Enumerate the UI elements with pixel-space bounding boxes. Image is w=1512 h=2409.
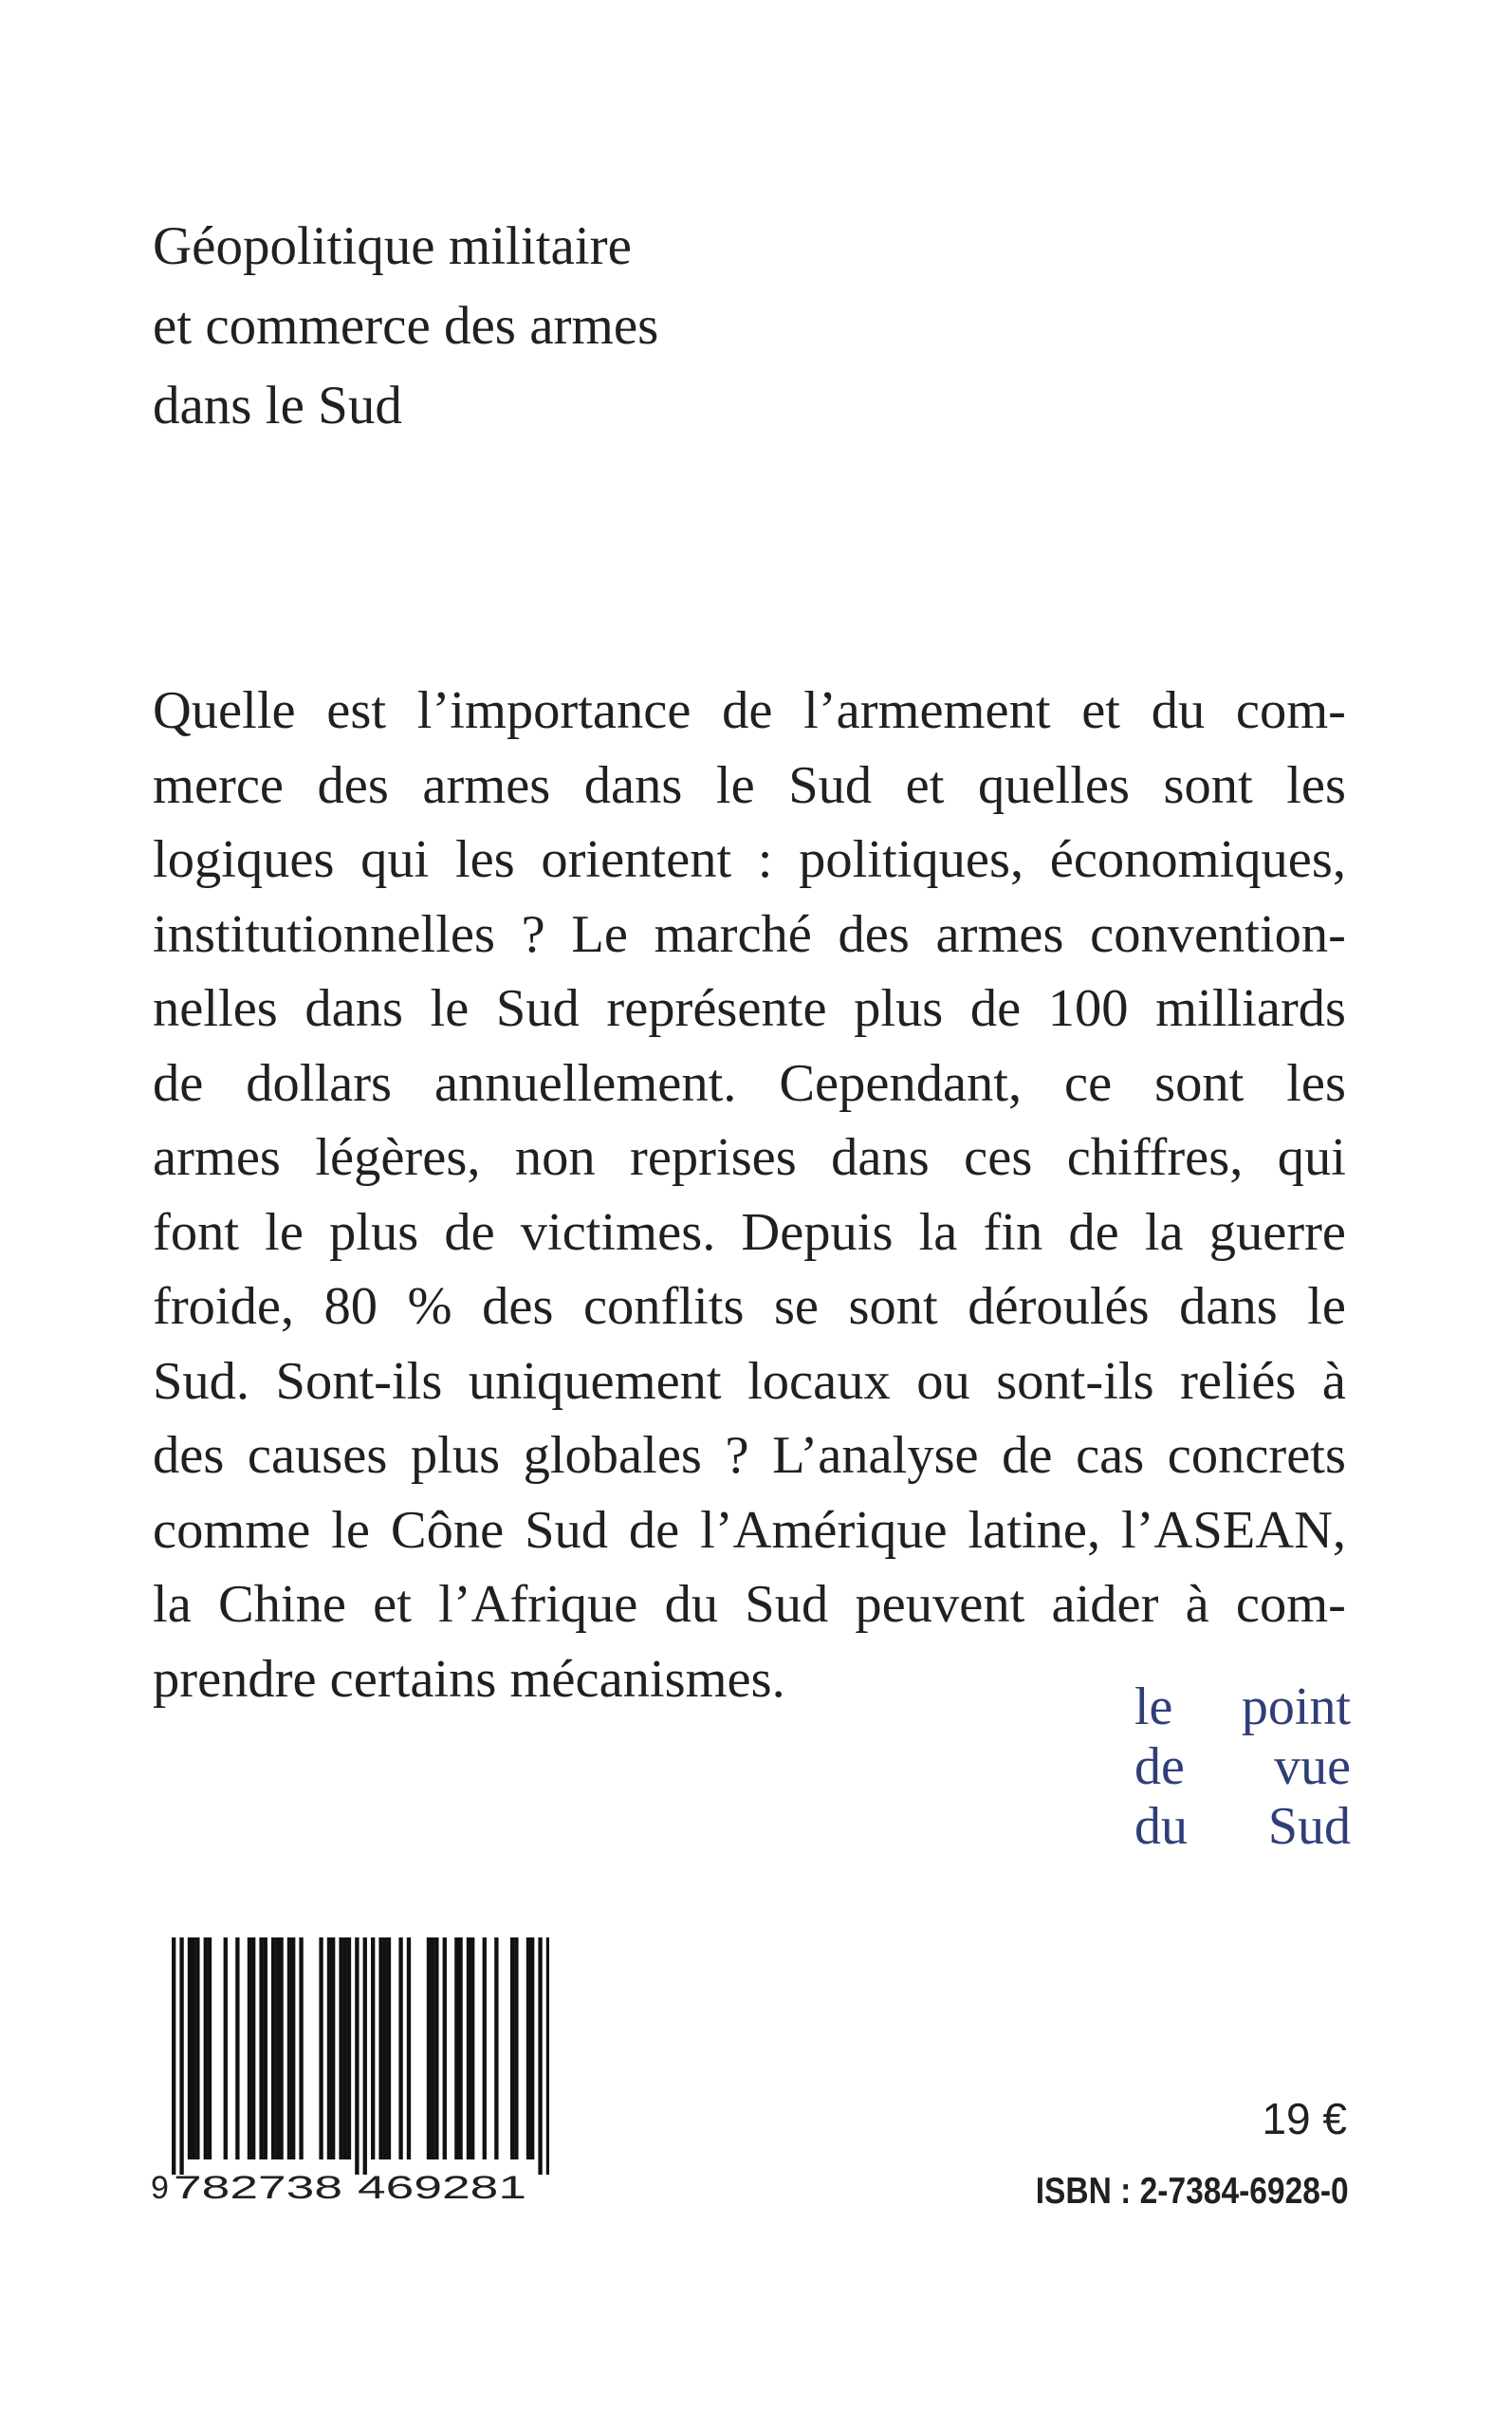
barcode-digits-left: 782738 <box>174 2170 342 2206</box>
barcode-bar <box>371 1937 375 2159</box>
barcode-bar <box>224 1937 228 2159</box>
blurb-line: logiques qui les orientent : politiques, économiques, <box>153 830 1346 889</box>
blurb-line: font le plus de victimes. Depuis la fin de la guerre <box>153 1202 1346 1262</box>
barcode-bar <box>331 1937 335 2159</box>
barcode-bar <box>235 1937 239 2159</box>
barcode-bar <box>319 1937 323 2159</box>
barcode-bar <box>407 1937 411 2159</box>
blurb-line: nelles dans le Sud représente plus de 100 milliards <box>153 979 1346 1038</box>
barcode-bar <box>208 1937 212 2159</box>
barcode-bar <box>279 1937 283 2159</box>
barcode-bar <box>526 1937 530 2159</box>
blurb-line: prendre certains mécanismes. <box>153 1649 785 1709</box>
barcode-bar <box>271 1937 275 2159</box>
barcode-bar <box>275 1937 279 2159</box>
barcode-bar <box>470 1937 474 2159</box>
barcode-bar <box>327 1937 331 2159</box>
barcode-digit-lead: 9 <box>151 2170 169 2206</box>
barcode-bar <box>291 1937 295 2159</box>
barcode-bar <box>467 1937 470 2159</box>
barcode <box>151 1936 549 2206</box>
barcode-bar <box>387 1937 391 2159</box>
barcode-bar <box>427 1937 431 2159</box>
blurb-line: institutionnelles ? Le marché des armes convention- <box>153 904 1346 964</box>
back-cover-blurb <box>153 674 1346 1716</box>
barcode-bar <box>483 1937 487 2159</box>
barcode-bar <box>514 1937 518 2159</box>
barcode-bar <box>248 1937 251 2159</box>
barcode-bars <box>172 1937 549 2175</box>
barcode-bar <box>443 1937 447 2159</box>
barcode-bar <box>264 1937 267 2159</box>
isbn: ISBN : 2-7384-6928-0 <box>1036 2171 1349 2212</box>
barcode-bar <box>204 1937 208 2159</box>
barcode-bar <box>454 1937 458 2159</box>
barcode-bar <box>398 1937 402 2159</box>
price: 19 € <box>1262 2094 1347 2143</box>
barcode-bar <box>378 1937 382 2159</box>
barcode-bar <box>179 1937 183 2175</box>
blurb-line: de dollars annuellement. Cependant, ce sont les <box>153 1053 1346 1113</box>
barcode-bar <box>251 1937 255 2159</box>
blurb-line: armes légères, non reprises dans ces chiffres, qui <box>153 1128 1346 1187</box>
barcode-bar <box>188 1937 192 2159</box>
barcode-bar <box>530 1937 534 2159</box>
collection-name <box>1134 1677 1351 1857</box>
barcode-digits-right: 469281 <box>358 2170 526 2206</box>
collection-line-3: du Sud <box>1134 1797 1351 1856</box>
barcode-bar <box>259 1937 263 2159</box>
barcode-bar <box>363 1937 367 2175</box>
barcode-bar <box>287 1937 291 2159</box>
barcode-bar <box>538 1937 542 2175</box>
book-title <box>153 207 1006 446</box>
blurb-line: froide, 80 % des conflits se sont déroulés dans le <box>153 1277 1346 1336</box>
title-line-1: Géopolitique militaire <box>153 216 632 276</box>
title-line-3: dans le Sud <box>153 376 402 435</box>
barcode-bar <box>192 1937 195 2159</box>
blurb-line: merce des armes dans le Sud et quelles sont les <box>153 755 1346 815</box>
barcode-bar <box>546 1937 549 2175</box>
collection-line-2: de vue <box>1134 1737 1351 1796</box>
barcode-bar <box>355 1937 359 2175</box>
barcode-bar <box>299 1937 303 2159</box>
barcode-bar <box>339 1937 342 2159</box>
barcode-bar <box>510 1937 514 2159</box>
barcode-bar <box>494 1937 498 2159</box>
blurb-line: comme le Cône Sud de l’Amérique latine, l’ASEAN, <box>153 1500 1346 1560</box>
blurb-line: Quelle est l’importance de l’armement et du com- <box>153 681 1346 740</box>
blurb-line: Sud. Sont-ils uniquement locaux ou sont-ils reliés à <box>153 1351 1346 1411</box>
barcode-bar <box>434 1937 438 2159</box>
barcode-bar <box>458 1937 462 2159</box>
barcode-bar <box>347 1937 351 2159</box>
barcode-bar <box>343 1937 347 2159</box>
barcode-bar <box>172 1937 175 2175</box>
barcode-bar <box>383 1937 387 2159</box>
collection-line-1: le point <box>1134 1677 1351 1736</box>
blurb-line: des causes plus globales ? L’analyse de cas concrets <box>153 1426 1346 1485</box>
blurb-line: la Chine et l’Afrique du Sud peuvent aider à com- <box>153 1575 1346 1634</box>
barcode-bar <box>195 1937 199 2159</box>
barcode-bar <box>431 1937 434 2159</box>
title-line-2: et commerce des armes <box>153 296 659 356</box>
